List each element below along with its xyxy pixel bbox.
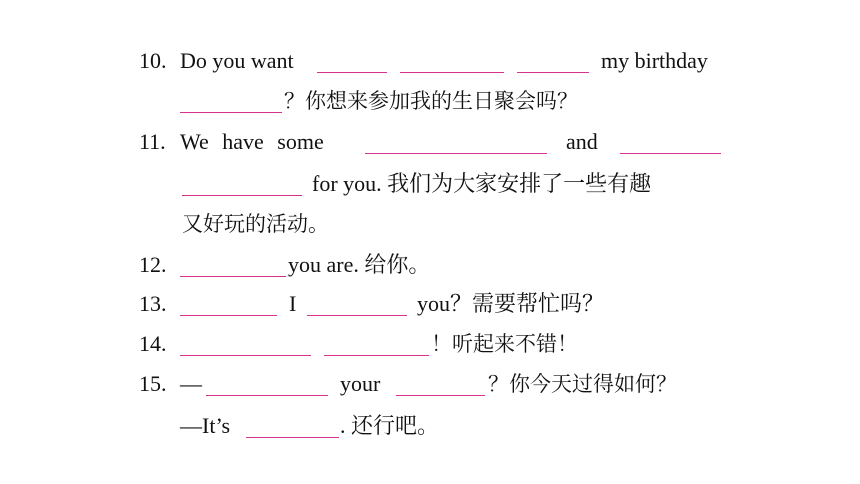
prompt-text: —It’s	[180, 413, 231, 438]
prompt-text: I	[289, 291, 297, 316]
answer-blank[interactable]	[620, 153, 721, 154]
translation-text: 又好玩的活动。	[182, 212, 329, 236]
answer-blank[interactable]	[400, 72, 504, 73]
translation-text: ！听起来不错！	[431, 332, 578, 356]
prompt-text: your	[340, 371, 381, 396]
answer-blank[interactable]	[182, 195, 302, 196]
answer-blank[interactable]	[180, 355, 311, 356]
answer-blank[interactable]	[324, 355, 429, 356]
prompt-text: and	[566, 129, 598, 154]
item-number: 11.	[139, 129, 166, 154]
prompt-text: Do you want	[180, 48, 294, 73]
prompt-text: We have some	[180, 129, 324, 154]
prompt-text: you？需要帮忙吗？	[417, 291, 605, 316]
item-number: 14.	[139, 331, 167, 356]
translation-text: . 还行吧。	[340, 413, 440, 438]
answer-blank[interactable]	[307, 315, 407, 316]
item-number: 15.	[139, 371, 167, 396]
answer-blank[interactable]	[180, 276, 286, 277]
answer-blank[interactable]	[246, 437, 339, 438]
answer-blank[interactable]	[180, 112, 282, 113]
prompt-text: for you. 我们为大家安排了一些有趣	[312, 171, 652, 196]
answer-blank[interactable]	[365, 153, 547, 154]
answer-blank[interactable]	[180, 315, 277, 316]
prompt-text: my birthday	[601, 48, 708, 73]
item-number: 13.	[139, 291, 167, 316]
item-number: 10.	[139, 48, 167, 73]
translation-text: ？你想来参加我的生日聚会吗？	[284, 89, 578, 113]
answer-blank[interactable]	[517, 72, 589, 73]
answer-blank[interactable]	[396, 395, 485, 396]
answer-blank[interactable]	[317, 72, 387, 73]
item-number: 12.	[139, 252, 167, 277]
answer-blank[interactable]	[206, 395, 328, 396]
translation-text: ？你今天过得如何？	[488, 372, 677, 396]
dialogue-dash: —	[180, 371, 202, 396]
prompt-text: you are. 给你。	[288, 252, 431, 277]
